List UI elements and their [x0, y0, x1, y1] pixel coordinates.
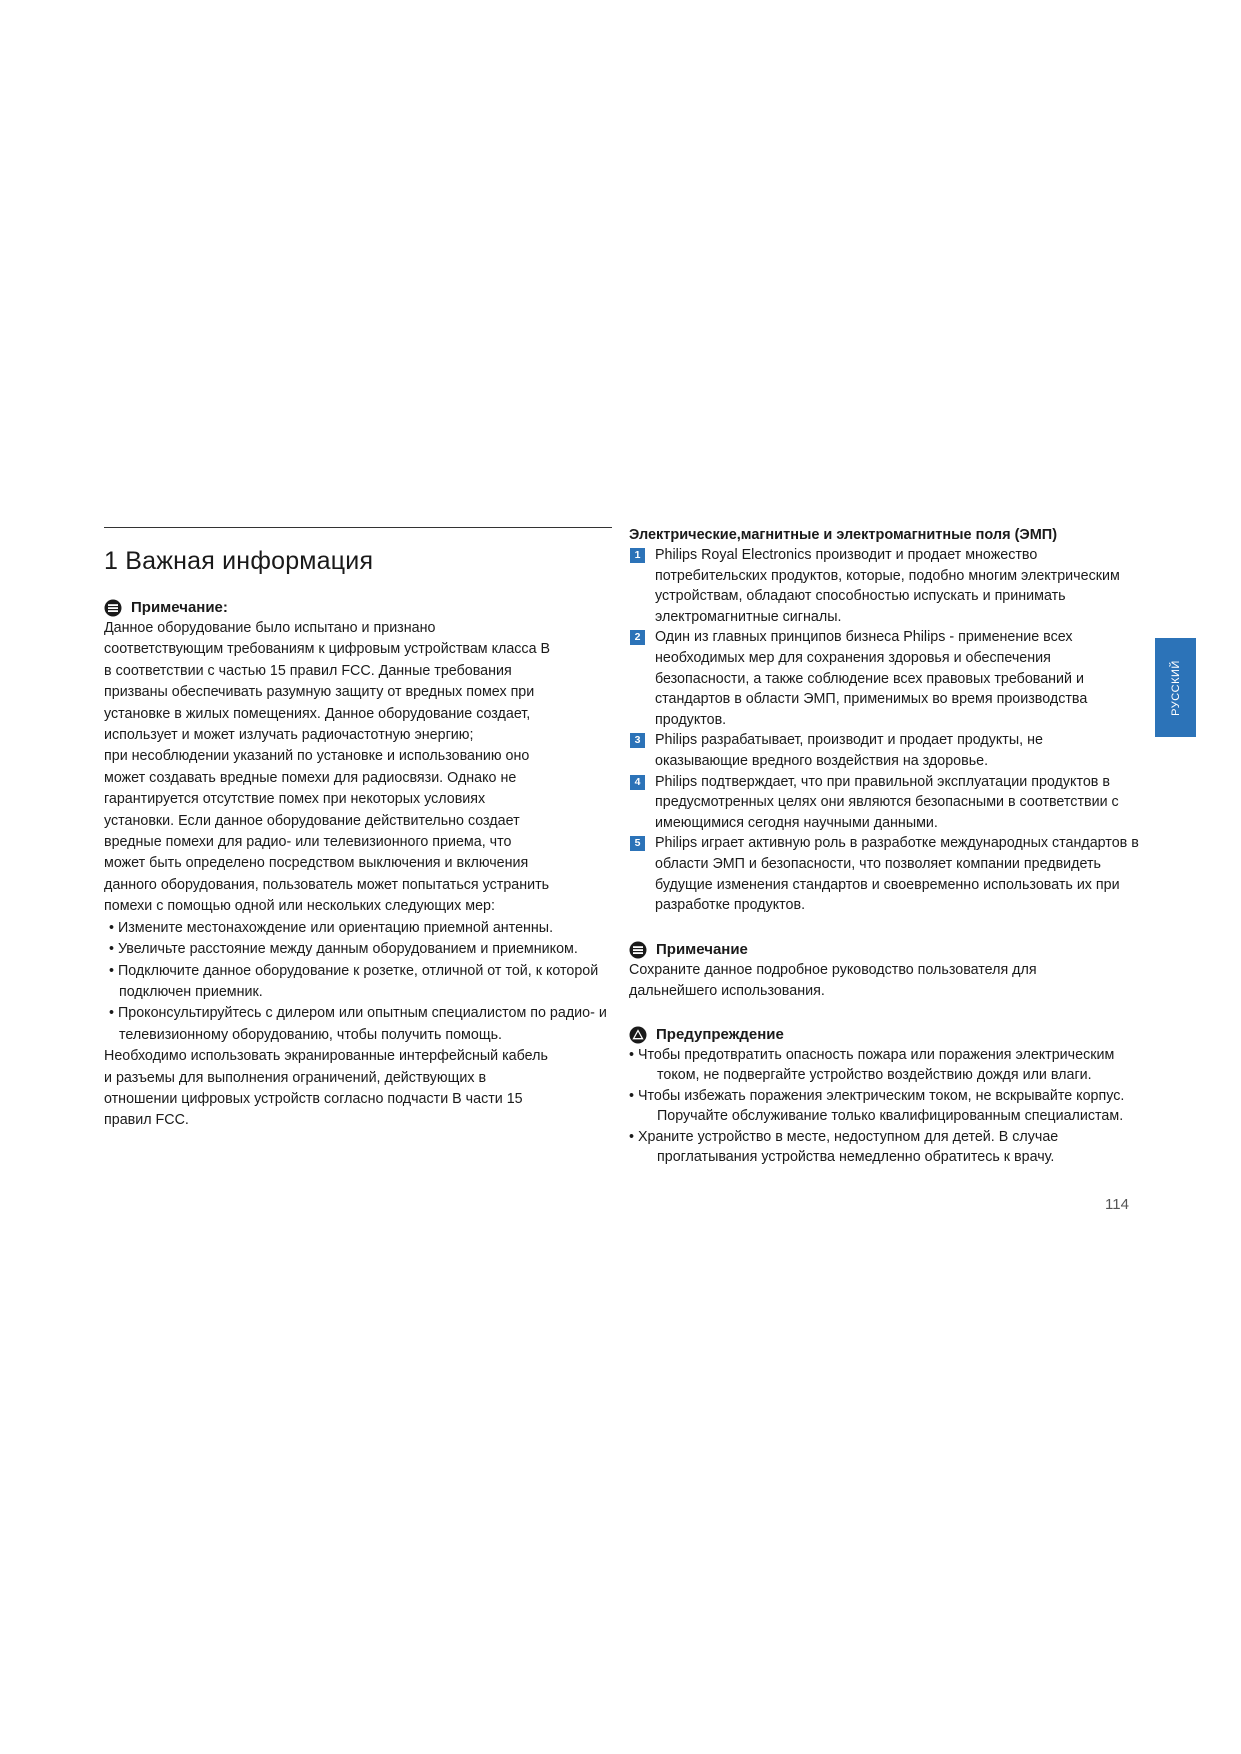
note-line: Данное оборудование было испытано и признано [104, 620, 436, 636]
item-text: Philips разрабатывает, производит и продает продукты, не оказывающие вредного воздействия на здоровье. [655, 732, 1043, 769]
closing-line: отношении цифровых устройств согласно подчасти B части 15 [104, 1090, 523, 1107]
right-column [629, 525, 1139, 1168]
note-line: при несоблюдении указаний по установке и использованию оно [104, 748, 530, 765]
list-item: • Проконсультируйтесь с дилером или опытным специалистом по радио- и телевизионному оборудованию, чтобы получить помощь. [109, 1005, 607, 1043]
closing-paragraph [104, 1046, 612, 1132]
item-number-badge: 2 [630, 630, 645, 645]
language-tab [1155, 638, 1196, 737]
warning-title: Предупреждение [656, 1025, 784, 1043]
section-divider [104, 527, 612, 528]
section-title: 1 Важная информация [104, 547, 374, 575]
measures-list [104, 918, 612, 1046]
closing-line: и разъемы для выполнения ограничений, действующих в [104, 1069, 487, 1086]
note-line: установки. Если данное оборудование действительно создает [104, 812, 520, 829]
note-line: дальнейшего использования. [629, 983, 825, 1000]
note-heading [104, 598, 612, 618]
list-item: • Храните устройство в месте, недоступном для детей. В случае проглатывания устройства немедленно обратитесь к врачу. [629, 1128, 1059, 1166]
list-item [629, 627, 1139, 730]
item-text: Один из главных принципов бизнеса Philips - применение всех необходимых мер для сохранения здоровья и обеспечения безопасности, а также соблюдение всех правовых требований и стандартов в области ЭМП, применимых во время производства продуктов. [655, 629, 1088, 728]
note-line: может создавать вредные помехи для радиосвязи. Однако не [104, 769, 517, 786]
note-line: данного оборудования, пользователь может попытаться устранить [104, 876, 550, 893]
note-icon [629, 941, 647, 959]
item-number-badge: 5 [630, 836, 645, 851]
left-column [104, 527, 612, 1132]
note-line: гарантируется отсутствие помех при некоторых условиях [104, 791, 486, 808]
note-line: Сохраните данное подробное руководство пользователя для [629, 961, 1037, 978]
note-heading [629, 940, 1139, 960]
note-icon [104, 599, 122, 617]
emp-heading: Электрические,магнитные и электромагнитные поля (ЭМП) [629, 527, 1058, 543]
note-line: использует и может излучать радиочастотную энергию; [104, 727, 474, 744]
closing-line: Необходимо использовать экранированные интерфейсный кабель [104, 1048, 548, 1065]
note-line: установке в жилых помещениях. Данное оборудование создает, [104, 705, 531, 722]
item-text: Philips играет активную роль в разработке международных стандартов в области ЭМП и безопасности, что позволяет компании предвидеть будущие изменения стандартов и своевременно использовать их при разработке продуктов. [655, 835, 1139, 914]
list-item [629, 730, 1139, 771]
note-line: в соответствии с частью 15 правил FCC. Данные требования [104, 662, 512, 679]
warnings-list [629, 1045, 1139, 1169]
note-line: соответствующим требованиям к цифровым устройствам класса B [104, 641, 551, 658]
note-line: помехи с помощью одной или нескольких следующих мер: [104, 898, 495, 915]
item-text: Philips подтверждает, что при правильной эксплуатации продуктов в предусмотренных целях они являются безопасными в соответствии с имеющимися сегодня научными данными. [655, 773, 1119, 831]
emp-list [629, 545, 1139, 916]
item-text: Philips Royal Electronics производит и продает множество потребительских продуктов, которые, подобно многим электрическим устройствам, обладают способностью испускать и принимать электромагнитные сигналы. [655, 547, 1120, 625]
note-title: Примечание [656, 940, 748, 958]
list-item: • Чтобы предотвратить опасность пожара или поражения электрическим током, не подвергайте устройство воздействию дождя или влаги. [629, 1046, 1115, 1084]
note-paragraph [104, 618, 612, 918]
page-number: 114 [1105, 1196, 1129, 1213]
list-item [629, 772, 1139, 834]
closing-line: правил FCC. [104, 1112, 189, 1129]
language-tab-label: РУССКИЙ [1169, 659, 1182, 716]
note-line: может быть определено посредством выключения и включения [104, 855, 529, 872]
list-item [629, 833, 1139, 915]
warning-icon [629, 1026, 647, 1044]
list-item: • Увеличьте расстояние между данным оборудованием и приемником. [109, 941, 578, 958]
list-item: • Измените местонахождение или ориентацию приемной антенны. [109, 919, 554, 936]
item-number-badge: 1 [630, 548, 645, 563]
warning-heading [629, 1025, 1139, 1045]
list-item: • Чтобы избежать поражения электрическим током, не вскрывайте корпус. Поручайте обслуживание только квалифицированным специалистам. [629, 1087, 1125, 1125]
note-paragraph [629, 960, 1139, 1003]
list-item [629, 545, 1139, 627]
note-line: вредные помехи для радио- или телевизионного приема, что [104, 834, 512, 851]
list-item: • Подключите данное оборудование к розетке, отличной от той, к которой подключен приемник. [109, 962, 599, 1000]
note-line: призваны обеспечивать разумную защиту от вредных помех при [104, 684, 535, 701]
item-number-badge: 4 [630, 775, 645, 790]
note-title: Примечание: [131, 599, 228, 616]
item-number-badge: 3 [630, 733, 645, 748]
